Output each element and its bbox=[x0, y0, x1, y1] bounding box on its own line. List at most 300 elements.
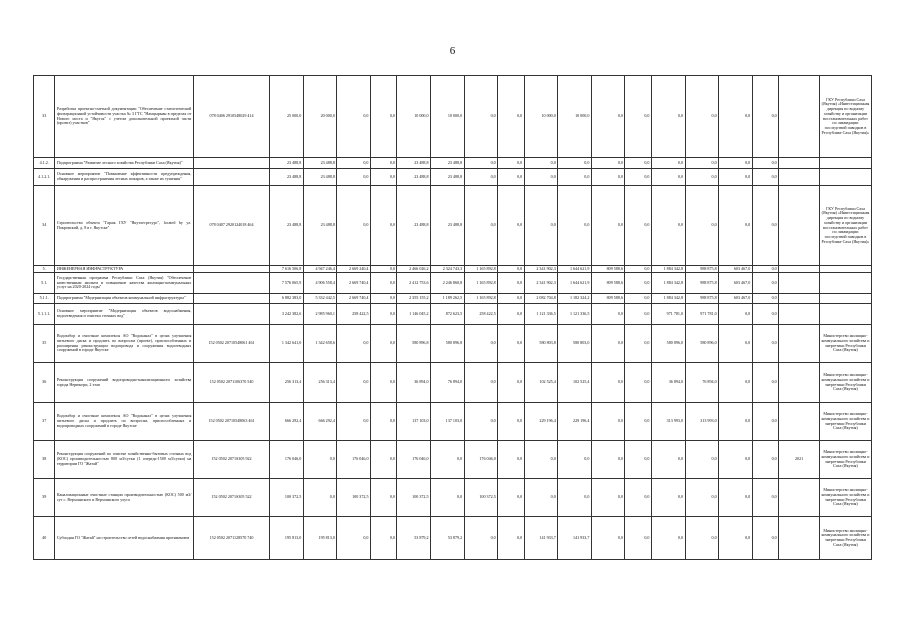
row-name-cell: Водозабор и очистные комплексы АО "Водоканал" в целях улучшения питьевого диска и продлить по вопросам, приспособленных и водопроводных сооружений в городе Якутске bbox=[55, 403, 193, 441]
amount-cell: 23 488,8 bbox=[431, 169, 465, 186]
amount-cell: 23 488,8 bbox=[270, 186, 304, 266]
amount-cell: 0,0 bbox=[370, 158, 396, 169]
year-cell bbox=[779, 403, 820, 441]
amount-cell: 0,0 bbox=[464, 517, 498, 560]
row-name-cell: Основное мероприятие "Модернизация объектов водоснабжения, водоотведения и очистки сточных вод" bbox=[55, 304, 193, 325]
amount-cell: 256 313,4 bbox=[303, 363, 337, 403]
amount-cell: 1 121 336,5 bbox=[558, 304, 592, 325]
budget-code-cell: 152 0502 2071S305 522 bbox=[193, 479, 269, 517]
amount-cell: 10 000,0 bbox=[397, 76, 431, 158]
amount-cell: 0,0 bbox=[591, 186, 625, 266]
row-name-cell: Государственная программа Республики Саха (Якутия) "Обеспечение качественным жильем и повышение качества жилищно-коммунальных услуг на 2020-2024 годы" bbox=[55, 273, 193, 294]
amount-cell: 0,0 bbox=[498, 266, 524, 273]
row-index-cell: 5.1.1. bbox=[34, 294, 55, 304]
amount-cell: 0,0 bbox=[591, 441, 625, 479]
amount-cell: 2 669 740,4 bbox=[337, 294, 371, 304]
row-name-cell: Реконструкция сооружений водопроводно-канализационного хозяйства города Нерюнгри, 2 этап bbox=[55, 363, 193, 403]
amount-cell: 195 813,0 bbox=[303, 517, 337, 560]
amount-cell: 76 894,0 bbox=[685, 363, 719, 403]
amount-cell: 0,0 bbox=[337, 76, 371, 158]
amount-cell: 0,0 bbox=[752, 158, 778, 169]
amount-cell: 0,0 bbox=[625, 169, 651, 186]
amount-cell: 1 121 336,5 bbox=[524, 304, 558, 325]
amount-cell: 0,0 bbox=[370, 266, 396, 273]
row-index-cell: 5.1.1.1. bbox=[34, 304, 55, 325]
amount-cell: 2 412 753,6 bbox=[397, 273, 431, 294]
amount-cell: 0,0 bbox=[370, 76, 396, 158]
amount-cell: 137 103,0 bbox=[397, 403, 431, 441]
amount-cell: 0,0 bbox=[685, 517, 719, 560]
executor-cell: Министерство жилищно-коммунального хозяйства и энергетики Республики Саха (Якутия) bbox=[819, 403, 871, 441]
amount-cell: 0,0 bbox=[498, 273, 524, 294]
executor-cell bbox=[819, 273, 871, 294]
executor-cell: ГКУ Республики Саха (Якутия) «Инвестиционная дирекция по водному хозяйству и организации восстановительных работ по ликвидации последствий паводков в Республике Саха (Якутия)» bbox=[819, 186, 871, 266]
budget-code-cell bbox=[193, 273, 269, 294]
amount-cell: 1 884 342,8 bbox=[651, 266, 685, 273]
investment-table bbox=[33, 75, 872, 560]
amount-cell: 23 488,8 bbox=[431, 158, 465, 169]
amount-cell: 0,0 bbox=[625, 294, 651, 304]
year-cell bbox=[779, 479, 820, 517]
amount-cell: 137 103,0 bbox=[431, 403, 465, 441]
amount-cell: 141 933,7 bbox=[524, 517, 558, 560]
amount-cell: 0,0 bbox=[752, 294, 778, 304]
amount-cell: 23 488,8 bbox=[303, 169, 337, 186]
amount-cell: 0,0 bbox=[337, 517, 371, 560]
page-number: 6 bbox=[449, 45, 456, 57]
amount-cell: 0,0 bbox=[752, 325, 778, 363]
amount-cell: 0,0 bbox=[625, 266, 651, 273]
amount-cell: 23 488,8 bbox=[303, 186, 337, 266]
row-index-cell: 38 bbox=[34, 441, 55, 479]
amount-cell: 53 879,2 bbox=[431, 517, 465, 560]
amount-cell: 0,0 bbox=[651, 479, 685, 517]
budget-code-cell bbox=[193, 169, 269, 186]
amount-cell: 0,0 bbox=[337, 363, 371, 403]
amount-cell: 0,0 bbox=[651, 186, 685, 266]
amount-cell: 0,0 bbox=[591, 325, 625, 363]
table-row bbox=[34, 517, 872, 560]
amount-cell: 100 372,5 bbox=[270, 479, 304, 517]
table-row bbox=[34, 403, 872, 441]
amount-cell: 0,0 bbox=[558, 169, 592, 186]
amount-cell: 23 488,8 bbox=[431, 186, 465, 266]
amount-cell: 0,0 bbox=[752, 403, 778, 441]
executor-cell: Министерство жилищно-коммунального хозяйства и энергетики Республики Саха (Якутия) bbox=[819, 517, 871, 560]
year-cell: 2021 bbox=[779, 441, 820, 479]
amount-cell: 0,0 bbox=[303, 479, 337, 517]
amount-cell: 0,0 bbox=[524, 169, 558, 186]
amount-cell: 23 488,8 bbox=[303, 158, 337, 169]
amount-cell: 603 467,0 bbox=[719, 273, 753, 294]
year-cell bbox=[779, 294, 820, 304]
amount-cell: 2 246 860,8 bbox=[431, 273, 465, 294]
amount-cell: 1 165 892,8 bbox=[464, 266, 498, 273]
amount-cell: 809 588,6 bbox=[591, 266, 625, 273]
amount-cell: 0,0 bbox=[752, 76, 778, 158]
amount-cell: 0,0 bbox=[498, 158, 524, 169]
row-name-cell: Строительство объекта "Гараж ГБУ "Якутлесресурс", located by ул. Покровский, д. 8 в г. Якутске" bbox=[55, 186, 193, 266]
amount-cell: 0,0 bbox=[464, 169, 498, 186]
amount-cell: 23 488,8 bbox=[270, 169, 304, 186]
amount-cell: 1 884 342,8 bbox=[651, 273, 685, 294]
executor-cell: Министерство жилищно-коммунального хозяйства и энергетики Республики Саха (Якутия) bbox=[819, 441, 871, 479]
amount-cell: 2 669 740,4 bbox=[337, 273, 371, 294]
amount-cell: 2 466 026,2 bbox=[397, 266, 431, 273]
year-cell bbox=[779, 273, 820, 294]
amount-cell: 0,0 bbox=[591, 169, 625, 186]
row-name-cell: Водозабор и очистные комплексы АО "Водоканал" в целях улучшения питьевого диска и продлить по вопросам (проект), приспособленных и расширения реконструкции водопровода и сооружения водоотводных сооружений в городе Якутске bbox=[55, 325, 193, 363]
amount-cell: 7 616 506,8 bbox=[270, 266, 304, 273]
amount-cell: 580 896,0 bbox=[651, 325, 685, 363]
amount-cell: 0,0 bbox=[685, 158, 719, 169]
amount-cell: 0,0 bbox=[591, 403, 625, 441]
executor-cell: Министерство жилищно-коммунального хозяйства и энергетики Республики Саха (Якутия) bbox=[819, 363, 871, 403]
amount-cell: 0,0 bbox=[752, 363, 778, 403]
amount-cell: 0,0 bbox=[625, 403, 651, 441]
amount-cell: 0,0 bbox=[719, 158, 753, 169]
table-row bbox=[34, 304, 872, 325]
budget-code-cell bbox=[193, 304, 269, 325]
row-name-cell: ИНЖЕНЕРНАЯ ИНФРАСТРУКТУРА bbox=[55, 266, 193, 273]
budget-code-cell: 152 0502 2071106370 540 bbox=[193, 363, 269, 403]
amount-cell: 0,0 bbox=[498, 325, 524, 363]
amount-cell: 2 985 960,1 bbox=[303, 304, 337, 325]
amount-cell: 23 488,8 bbox=[397, 169, 431, 186]
amount-cell: 0,0 bbox=[685, 441, 719, 479]
row-index-cell: 39 bbox=[34, 479, 55, 517]
amount-cell: 580 896,8 bbox=[431, 325, 465, 363]
amount-cell: 988 875,8 bbox=[685, 273, 719, 294]
year-cell bbox=[779, 186, 820, 266]
budget-code-cell bbox=[193, 294, 269, 304]
amount-cell: 10 000,0 bbox=[558, 76, 592, 158]
amount-cell: 258 422,5 bbox=[464, 304, 498, 325]
amount-cell: 76 894,0 bbox=[431, 363, 465, 403]
amount-cell: 100 372,5 bbox=[397, 479, 431, 517]
amount-cell: 988 875,8 bbox=[685, 294, 719, 304]
year-cell bbox=[779, 517, 820, 560]
amount-cell: 0,0 bbox=[719, 363, 753, 403]
amount-cell: 0,0 bbox=[625, 517, 651, 560]
amount-cell: 176 046,0 bbox=[464, 441, 498, 479]
amount-cell: 0,0 bbox=[719, 325, 753, 363]
budget-code-cell bbox=[193, 158, 269, 169]
year-cell bbox=[779, 169, 820, 186]
amount-cell: 23 488,8 bbox=[270, 158, 304, 169]
table-row bbox=[34, 363, 872, 403]
amount-cell: 0,0 bbox=[651, 169, 685, 186]
amount-cell: 0,0 bbox=[591, 304, 625, 325]
amount-cell: 0,0 bbox=[719, 169, 753, 186]
amount-cell: 2 082 704,8 bbox=[524, 294, 558, 304]
amount-cell: 0,0 bbox=[498, 294, 524, 304]
amount-cell: 0,0 bbox=[625, 158, 651, 169]
amount-cell: 580 803,0 bbox=[558, 325, 592, 363]
amount-cell: 0,0 bbox=[752, 304, 778, 325]
amount-cell: 1 189 262,5 bbox=[431, 294, 465, 304]
amount-cell: 0,0 bbox=[558, 479, 592, 517]
row-name-cell: Разработка проектно-сметной документации "Обеспечение статистической фильтрационной устойчивости участка № 3 ГТС "Намцырыан в пределах от Нового моста и "Якутск" с учетом дополнительной проектной части (проект) участков" bbox=[55, 76, 193, 158]
amount-cell: 313 993,0 bbox=[651, 403, 685, 441]
amount-cell: 0,0 bbox=[524, 479, 558, 517]
amount-cell: 10 000,0 bbox=[524, 76, 558, 158]
amount-cell: 1 644 621,9 bbox=[558, 273, 592, 294]
amount-cell: 53 879,2 bbox=[397, 517, 431, 560]
amount-cell: 5 332 442,5 bbox=[303, 294, 337, 304]
amount-cell: 0,0 bbox=[337, 158, 371, 169]
amount-cell: 0,0 bbox=[498, 517, 524, 560]
row-name-cell: Подпрограмма "Модернизация объектов коммунальной инфраструктуры" bbox=[55, 294, 193, 304]
amount-cell: 0,0 bbox=[524, 158, 558, 169]
amount-cell: 666 292,4 bbox=[303, 403, 337, 441]
executor-cell: Министерство жилищно-коммунального хозяйства и энергетики Республики Саха (Якутия) bbox=[819, 325, 871, 363]
amount-cell: 25 000,0 bbox=[270, 76, 304, 158]
table-row bbox=[34, 479, 872, 517]
amount-cell: 0,0 bbox=[464, 186, 498, 266]
row-index-cell: 37 bbox=[34, 403, 55, 441]
amount-cell: 0,0 bbox=[685, 479, 719, 517]
amount-cell: 141 933,7 bbox=[558, 517, 592, 560]
row-name-cell: Подпрограмма "Развитие лесного хозяйства Республики Саха (Якутия)" bbox=[55, 158, 193, 169]
amount-cell: 1 165 892,8 bbox=[464, 273, 498, 294]
amount-cell: 0,0 bbox=[370, 169, 396, 186]
budget-code-cell: 152 0502 2071S305 922 bbox=[193, 441, 269, 479]
amount-cell: 666 292,4 bbox=[270, 403, 304, 441]
table-row bbox=[34, 186, 872, 266]
amount-cell: 0,0 bbox=[625, 479, 651, 517]
amount-cell: 1 146 045,2 bbox=[397, 304, 431, 325]
row-index-cell: 4.1.2. bbox=[34, 158, 55, 169]
amount-cell: 0,0 bbox=[370, 325, 396, 363]
amount-cell: 1 884 342,8 bbox=[651, 294, 685, 304]
amount-cell: 3 242 382,6 bbox=[270, 304, 304, 325]
amount-cell: 0,0 bbox=[498, 441, 524, 479]
table-row bbox=[34, 169, 872, 186]
amount-cell: 0,0 bbox=[719, 441, 753, 479]
amount-cell: 0,0 bbox=[337, 186, 371, 266]
amount-cell: 100 372,5 bbox=[464, 479, 498, 517]
amount-cell: 0,0 bbox=[464, 325, 498, 363]
executor-cell bbox=[819, 158, 871, 169]
amount-cell: 0,0 bbox=[752, 517, 778, 560]
amount-cell: 0,0 bbox=[651, 517, 685, 560]
amount-cell: 580 896,0 bbox=[685, 325, 719, 363]
amount-cell: 7 576 065,9 bbox=[270, 273, 304, 294]
amount-cell: 0,0 bbox=[625, 441, 651, 479]
amount-cell: 0,0 bbox=[591, 363, 625, 403]
row-index-cell: 5. bbox=[34, 266, 55, 273]
amount-cell: 0,0 bbox=[651, 441, 685, 479]
amount-cell: 0,0 bbox=[719, 76, 753, 158]
year-cell bbox=[779, 158, 820, 169]
row-index-cell: 33 bbox=[34, 76, 55, 158]
row-name-cell: Субсидия ГО "Жатай" на строительство сетей водоснабжения протяжением bbox=[55, 517, 193, 560]
amount-cell: 0,0 bbox=[625, 186, 651, 266]
amount-cell: 0,0 bbox=[625, 304, 651, 325]
executor-cell bbox=[819, 266, 871, 273]
amount-cell: 0,0 bbox=[370, 479, 396, 517]
amount-cell: 0,0 bbox=[752, 169, 778, 186]
amount-cell: 0,0 bbox=[719, 517, 753, 560]
amount-cell: 229 196,4 bbox=[524, 403, 558, 441]
budget-code-cell: 152 0502 20710548061 461 bbox=[193, 325, 269, 363]
amount-cell: 0,0 bbox=[337, 325, 371, 363]
executor-cell bbox=[819, 294, 871, 304]
amount-cell: 258 422,5 bbox=[337, 304, 371, 325]
amount-cell: 0,0 bbox=[752, 441, 778, 479]
amount-cell: 0,0 bbox=[719, 479, 753, 517]
executor-cell bbox=[819, 304, 871, 325]
budget-code-cell: 152 0502 2071128570 740 bbox=[193, 517, 269, 560]
executor-cell: ГКУ Республики Саха (Якутия) «Инвестиционная дирекция по водному хозяйству и организации восстановительных работ по ликвидации последствий паводков в Республике Саха (Якутия)» bbox=[819, 76, 871, 158]
amount-cell: 0,0 bbox=[719, 186, 753, 266]
amount-cell: 20 000,0 bbox=[303, 76, 337, 158]
amount-cell: 0,0 bbox=[558, 158, 592, 169]
amount-cell: 0,0 bbox=[498, 479, 524, 517]
amount-cell: 1 342 658,6 bbox=[303, 325, 337, 363]
amount-cell: 872 623,5 bbox=[431, 304, 465, 325]
amount-cell: 229 196,4 bbox=[558, 403, 592, 441]
amount-cell: 0,0 bbox=[558, 441, 592, 479]
amount-cell: 0,0 bbox=[464, 403, 498, 441]
amount-cell: 102 525,4 bbox=[524, 363, 558, 403]
budget-code-cell: 078 0406 2910548029 414 bbox=[193, 76, 269, 158]
amount-cell: 0,0 bbox=[752, 186, 778, 266]
amount-cell: 0,0 bbox=[498, 186, 524, 266]
table-row bbox=[34, 441, 872, 479]
amount-cell: 580 803,8 bbox=[524, 325, 558, 363]
amount-cell: 0,0 bbox=[591, 76, 625, 158]
table-row bbox=[34, 294, 872, 304]
amount-cell: 0,0 bbox=[498, 363, 524, 403]
amount-cell: 10 000,0 bbox=[431, 76, 465, 158]
amount-cell: 2 355 155,2 bbox=[397, 294, 431, 304]
amount-cell: 0,0 bbox=[625, 363, 651, 403]
amount-cell: 0,0 bbox=[498, 403, 524, 441]
amount-cell: 0,0 bbox=[337, 403, 371, 441]
amount-cell: 0,0 bbox=[625, 325, 651, 363]
amount-cell: 0,0 bbox=[752, 273, 778, 294]
year-cell bbox=[779, 363, 820, 403]
row-name-cell: Реконструкция сооружений по очистке хозяйственно-бытовых сточных вод (КОС) производительностью 800 м3/сутки (1 очередь-1500 м3/сутки) на территории ГО "Жатай" bbox=[55, 441, 193, 479]
amount-cell: 0,0 bbox=[370, 304, 396, 325]
amount-cell: 971 781,0 bbox=[651, 304, 685, 325]
table-row bbox=[34, 325, 872, 363]
amount-cell: 988 875,8 bbox=[685, 266, 719, 273]
amount-cell: 176 046,0 bbox=[270, 441, 304, 479]
amount-cell: 603 467,0 bbox=[719, 294, 753, 304]
amount-cell: 0,0 bbox=[558, 186, 592, 266]
row-name-cell: Основное мероприятие "Повышение эффективности предупреждения, обнаружения и распространения лесных пожаров, а также их тушения" bbox=[55, 169, 193, 186]
amount-cell: 809 588,6 bbox=[591, 294, 625, 304]
amount-cell: 1 342 641,0 bbox=[270, 325, 304, 363]
amount-cell: 1 165 892,8 bbox=[464, 294, 498, 304]
amount-cell: 0,0 bbox=[685, 186, 719, 266]
amount-cell: 0,0 bbox=[370, 517, 396, 560]
amount-cell: 0,0 bbox=[651, 158, 685, 169]
amount-cell: 23 488,8 bbox=[397, 158, 431, 169]
amount-cell: 0,0 bbox=[625, 76, 651, 158]
amount-cell: 0,0 bbox=[370, 273, 396, 294]
amount-cell: 580 896,8 bbox=[397, 325, 431, 363]
amount-cell: 0,0 bbox=[464, 76, 498, 158]
amount-cell: 0,0 bbox=[591, 479, 625, 517]
table-row bbox=[34, 76, 872, 158]
amount-cell: 6 882 383,0 bbox=[270, 294, 304, 304]
row-index-cell: 36 bbox=[34, 363, 55, 403]
amount-cell: 4 906 558,4 bbox=[303, 273, 337, 294]
executor-cell: Министерство жилищно-коммунального хозяйства и энергетики Республики Саха (Якутия) bbox=[819, 479, 871, 517]
amount-cell: 2 341 902,3 bbox=[524, 273, 558, 294]
executor-cell bbox=[819, 169, 871, 186]
amount-cell: 0,0 bbox=[719, 403, 753, 441]
amount-cell: 0,0 bbox=[498, 76, 524, 158]
row-name-cell: Канализационные очистные станции производительностью (КОС) 500 м3/сут с. Верхоянского и Верхоянского улуса bbox=[55, 479, 193, 517]
budget-code-cell bbox=[193, 266, 269, 273]
amount-cell: 23 488,8 bbox=[397, 186, 431, 266]
amount-cell: 0,0 bbox=[464, 158, 498, 169]
amount-cell: 1 644 621,9 bbox=[558, 266, 592, 273]
amount-cell: 2 669 240,4 bbox=[337, 266, 371, 273]
amount-cell: 0,0 bbox=[303, 441, 337, 479]
row-index-cell: 34 bbox=[34, 186, 55, 266]
amount-cell: 0,0 bbox=[431, 479, 465, 517]
amount-cell: 0,0 bbox=[370, 294, 396, 304]
table-row bbox=[34, 266, 872, 273]
year-cell bbox=[779, 325, 820, 363]
amount-cell: 0,0 bbox=[752, 479, 778, 517]
amount-cell: 102 525,4 bbox=[558, 363, 592, 403]
amount-cell: 176 046,0 bbox=[397, 441, 431, 479]
row-index-cell: 40 bbox=[34, 517, 55, 560]
amount-cell: 0,0 bbox=[337, 169, 371, 186]
row-index-cell: 5.1. bbox=[34, 273, 55, 294]
year-cell bbox=[779, 304, 820, 325]
row-index-cell: 4.1.2.1. bbox=[34, 169, 55, 186]
amount-cell: 0,0 bbox=[370, 363, 396, 403]
budget-code-cell: 152 0502 20710548063 461 bbox=[193, 403, 269, 441]
year-cell bbox=[779, 76, 820, 158]
amount-cell: 0,0 bbox=[752, 266, 778, 273]
amount-cell: 809 588,6 bbox=[591, 273, 625, 294]
amount-cell: 2 324 743,3 bbox=[431, 266, 465, 273]
amount-cell: 195 813,0 bbox=[270, 517, 304, 560]
amount-cell: 603 467,0 bbox=[719, 266, 753, 273]
amount-cell: 176 046,0 bbox=[337, 441, 371, 479]
amount-cell: 0,0 bbox=[370, 403, 396, 441]
amount-cell: 2 341 902,3 bbox=[524, 266, 558, 273]
amount-cell: 1 182 324,2 bbox=[558, 294, 592, 304]
amount-cell: 0,0 bbox=[498, 304, 524, 325]
table-row bbox=[34, 273, 872, 294]
amount-cell: 971 781,0 bbox=[685, 304, 719, 325]
amount-cell: 0,0 bbox=[524, 186, 558, 266]
row-index-cell: 35 bbox=[34, 325, 55, 363]
amount-cell: 313 993,0 bbox=[685, 403, 719, 441]
amount-cell: 0,0 bbox=[464, 363, 498, 403]
amount-cell: 0,0 bbox=[651, 76, 685, 158]
amount-cell: 0,0 bbox=[591, 158, 625, 169]
amount-cell: 4 947 246,4 bbox=[303, 266, 337, 273]
amount-cell: 0,0 bbox=[719, 304, 753, 325]
amount-cell: 0,0 bbox=[524, 441, 558, 479]
amount-cell: 0,0 bbox=[685, 76, 719, 158]
amount-cell: 36 894,0 bbox=[397, 363, 431, 403]
amount-cell: 0,0 bbox=[370, 441, 396, 479]
amount-cell: 0,0 bbox=[370, 186, 396, 266]
amount-cell: 0,0 bbox=[625, 273, 651, 294]
